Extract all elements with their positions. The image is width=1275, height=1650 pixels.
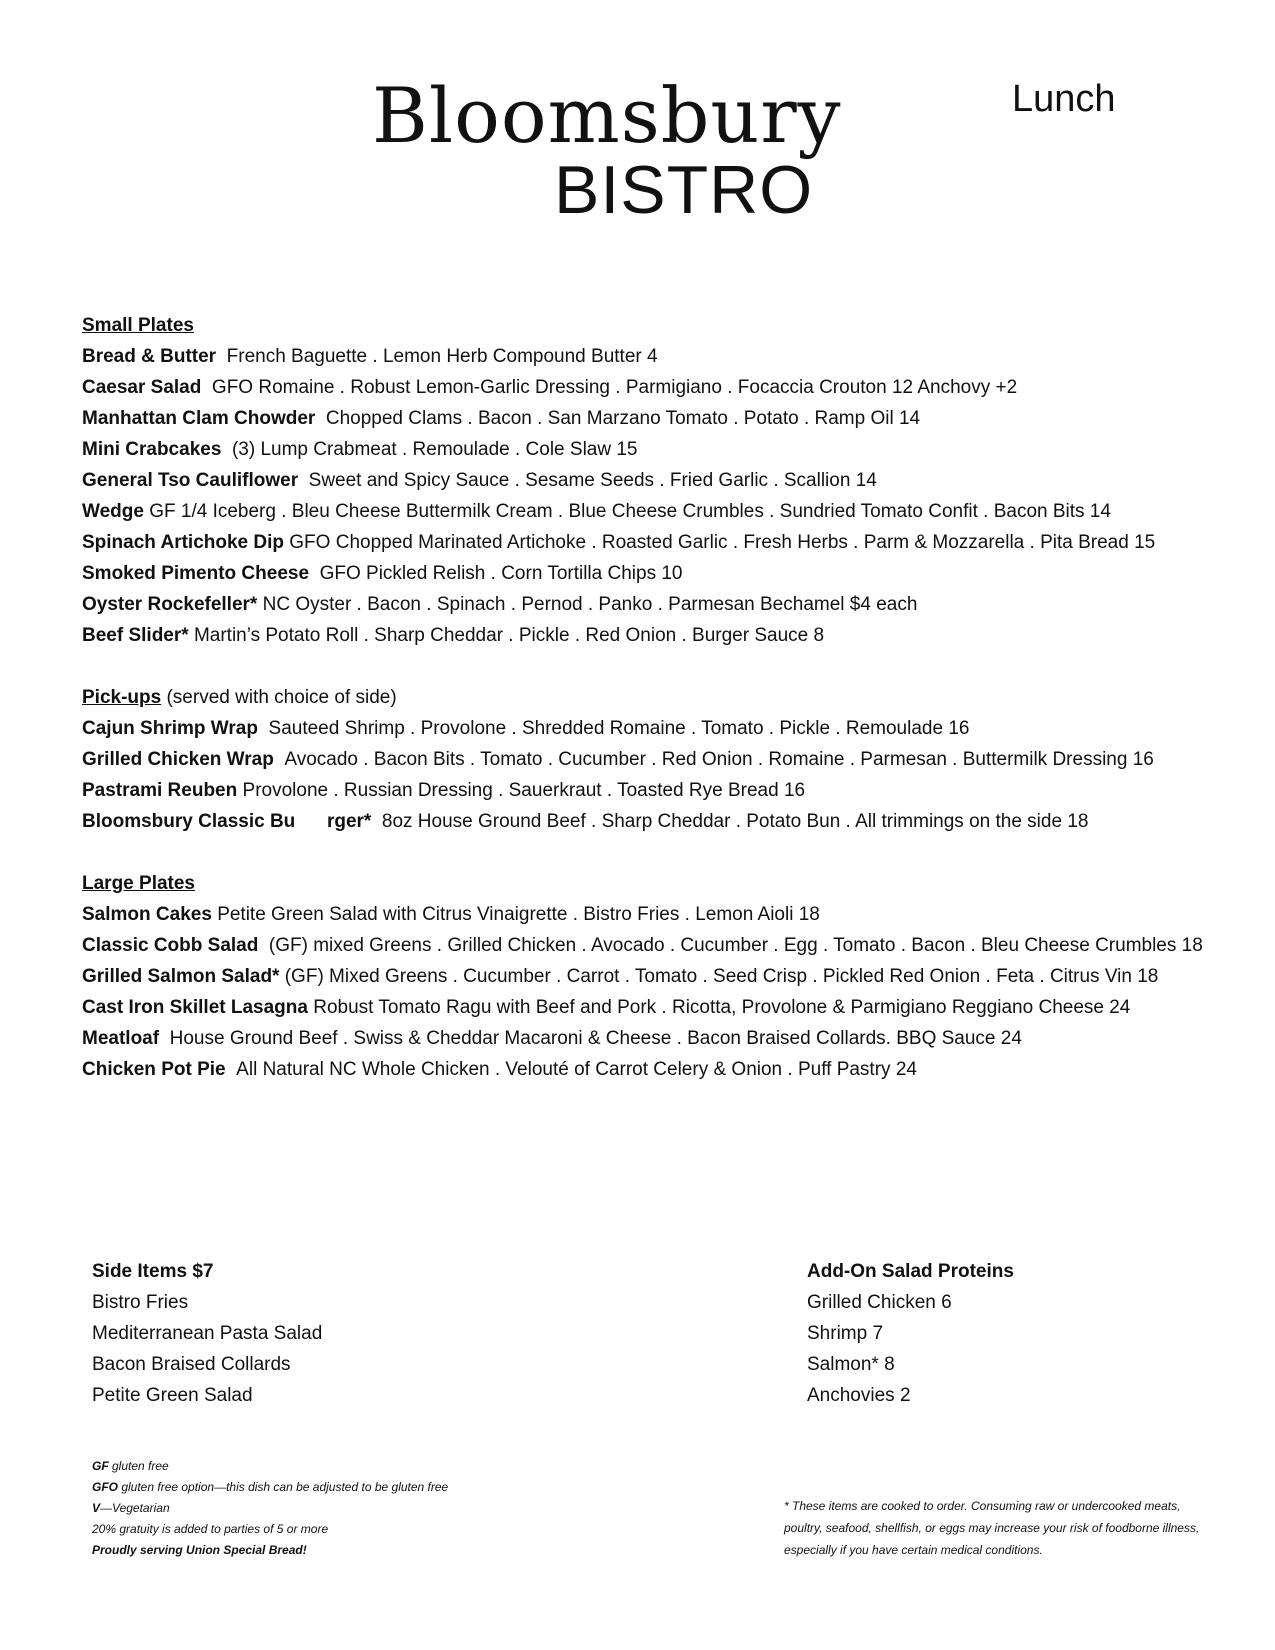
section-heading-row (82, 682, 1242, 713)
menu-item-desc: Avocado . Bacon Bits . Tomato . Cucumber . Red Onion . Romaine . Parmesan . Buttermilk Dressing 16 (284, 749, 1154, 770)
menu-item-desc: GFO Chopped Marinated Artichoke . Roasted Garlic . Fresh Herbs . Parm & Mozzarella . Pita Bread 15 (289, 532, 1156, 553)
menu-item (82, 527, 1242, 558)
menu-item-name: Chicken Pot Pie (82, 1059, 226, 1080)
menu-item-desc: Sweet and Spicy Sauce . Sesame Seeds . Fried Garlic . Scallion 14 (308, 470, 877, 491)
menu-item (82, 403, 1242, 434)
menu-sections (82, 310, 1242, 1116)
menu-item-name: Spinach Artichoke Dip (82, 532, 284, 553)
menu-item-name: Grilled Chicken Wrap (82, 749, 274, 770)
dietary-legend (92, 1456, 448, 1561)
menu-item (82, 806, 1242, 837)
addon-item: Salmon* 8 (807, 1354, 895, 1375)
legend-key: GFO (92, 1480, 118, 1494)
menu-item-desc: House Ground Beef . Swiss & Cheddar Macaroni & Cheese . Bacon Braised Collards. BBQ Sauce 24 (169, 1028, 1022, 1049)
menu-item-name: Cast Iron Skillet Lasagna (82, 997, 308, 1018)
menu-item-name: Manhattan Clam Chowder (82, 408, 316, 429)
legend-bread: Proudly serving Union Special Bread! (92, 1543, 307, 1557)
side-item: Mediterranean Pasta Salad (92, 1323, 323, 1344)
side-items-list (92, 1256, 322, 1411)
menu-item-name: Salmon Cakes (82, 904, 212, 925)
menu-item-desc: French Baguette . Lemon Herb Compound Butter 4 (226, 346, 658, 367)
menu-item (82, 713, 1242, 744)
side-items-title: Side Items $7 (92, 1261, 214, 1282)
menu-item-desc: Sauteed Shrimp . Provolone . Shredded Romaine . Tomato . Pickle . Remoulade 16 (268, 718, 970, 739)
addon-proteins-list (807, 1256, 1014, 1411)
legend-text: —Vegetarian (100, 1501, 170, 1515)
menu-item-name: Mini Crabcakes (82, 439, 222, 460)
addon-proteins-title: Add-On Salad Proteins (807, 1261, 1014, 1282)
menu-item-name: Pastrami Reuben (82, 780, 238, 801)
menu-item-desc: Chopped Clams . Bacon . San Marzano Tomato . Potato . Ramp Oil 14 (325, 408, 921, 429)
menu-item-name: Bloomsbury Classic Bu rger* (82, 811, 372, 832)
menu-item-desc: Provolone . Russian Dressing . Sauerkraut . Toasted Rye Bread 16 (242, 780, 806, 801)
menu-item-name: Caesar Salad (82, 377, 202, 398)
menu-item (82, 1023, 1242, 1054)
menu-item-desc: 8oz House Ground Beef . Sharp Cheddar . Potato Bun . All trimmings on the side 18 (381, 811, 1089, 832)
section-heading-row (82, 868, 1242, 899)
menu-item (82, 620, 1242, 651)
menu-item-name: Beef Slider* (82, 625, 189, 646)
addon-item: Grilled Chicken 6 (807, 1292, 952, 1313)
legend-key: GF (92, 1459, 109, 1473)
menu-item-desc: Petite Green Salad with Citrus Vinaigrette . Bistro Fries . Lemon Aioli 18 (217, 904, 820, 925)
menu-item-name: Classic Cobb Salad (82, 935, 259, 956)
raw-food-disclaimer: * These items are cooked to order. Consuming raw or undercooked meats, poultry, seafood, shellfish, or eggs may increase your risk of foodborne illness, especially if you have certain medical conditions. (784, 1499, 1200, 1557)
menu-item-desc: (3) Lump Crabmeat . Remoulade . Cole Slaw 15 (231, 439, 638, 460)
menu-item-desc: All Natural NC Whole Chicken . Velouté of Carrot Celery & Onion . Puff Pastry 24 (236, 1059, 917, 1080)
menu-item-name: Oyster Rockefeller* (82, 594, 258, 615)
menu-item (82, 1054, 1242, 1085)
menu-item-name: Grilled Salmon Salad* (82, 966, 280, 987)
menu-item (82, 589, 1242, 620)
side-item: Petite Green Salad (92, 1385, 253, 1406)
menu-item-name: General Tso Cauliflower (82, 470, 299, 491)
menu-item (82, 930, 1242, 961)
section-pick-ups (82, 682, 1242, 837)
section-small-plates (82, 310, 1242, 651)
section-heading-row (82, 310, 1242, 341)
menu-item (82, 465, 1242, 496)
menu-item-desc: Robust Tomato Ragu with Beef and Pork . Ricotta, Provolone & Parmigiano Reggiano Cheese 24 (313, 997, 1131, 1018)
menu-meal-title: Lunch (1012, 78, 1116, 120)
menu-item (82, 961, 1242, 992)
menu-item-desc: NC Oyster . Bacon . Spinach . Pernod . Panko . Parmesan Bechamel $4 each (262, 594, 918, 615)
section-heading: Pick-ups (82, 687, 162, 708)
logo-bistro: BISTRO (554, 152, 814, 228)
legend-text: gluten free (108, 1459, 169, 1473)
legend-key: V (92, 1501, 101, 1515)
menu-item-desc: (GF) Mixed Greens . Cucumber . Carrot . Tomato . Seed Crisp . Pickled Red Onion . Feta . Citrus Vin 18 (284, 966, 1159, 987)
legend-gfo (92, 1477, 448, 1498)
menu-item (82, 775, 1242, 806)
menu-item-desc: Martin’s Potato Roll . Sharp Cheddar . Pickle . Red Onion . Burger Sauce 8 (193, 625, 825, 646)
menu-item-name: Meatloaf (82, 1028, 160, 1049)
section-heading: Large Plates (82, 873, 195, 894)
side-item: Bacon Braised Collards (92, 1354, 291, 1375)
side-item: Bistro Fries (92, 1292, 189, 1313)
menu-item (82, 434, 1242, 465)
legend-v (92, 1498, 448, 1519)
section-heading: Small Plates (82, 315, 194, 336)
menu-item-name: Bread & Butter (82, 346, 217, 367)
section-heading-note: (served with choice of side) (166, 687, 397, 708)
logo-bloomsbury: Bloomsbury (372, 71, 842, 160)
menu-item-name: Cajun Shrimp Wrap (82, 718, 258, 739)
menu-item (82, 992, 1242, 1023)
menu-item (82, 496, 1242, 527)
menu-item (82, 744, 1242, 775)
menu-item (82, 899, 1242, 930)
menu-item-name: Wedge (82, 501, 144, 522)
menu-item (82, 372, 1242, 403)
menu-item (82, 341, 1242, 372)
section-large-plates (82, 868, 1242, 1085)
menu-item (82, 558, 1242, 589)
addon-item: Anchovies 2 (807, 1385, 911, 1406)
legend-gf (92, 1456, 448, 1477)
menu-item-name: Smoked Pimento Cheese (82, 563, 310, 584)
legend-gratuity: 20% gratuity is added to parties of 5 or more (92, 1522, 329, 1536)
menu-item-desc: GFO Pickled Relish . Corn Tortilla Chips 10 (319, 563, 683, 584)
menu-item-desc: GFO Romaine . Robust Lemon-Garlic Dressing . Parmigiano . Focaccia Crouton 12 Anchovy +2 (211, 377, 1018, 398)
addon-item: Shrimp 7 (807, 1323, 884, 1344)
legend-text: gluten free option—this dish can be adjusted to be gluten free (118, 1480, 449, 1494)
menu-item-desc: GF 1/4 Iceberg . Bleu Cheese Buttermilk Cream . Blue Cheese Crumbles . Sundried Tomato Confit . Bacon Bits 14 (149, 501, 1111, 522)
menu-item-desc: (GF) mixed Greens . Grilled Chicken . Avocado . Cucumber . Egg . Tomato . Bacon . Bleu Cheese Crumbles 18 (268, 935, 1203, 956)
